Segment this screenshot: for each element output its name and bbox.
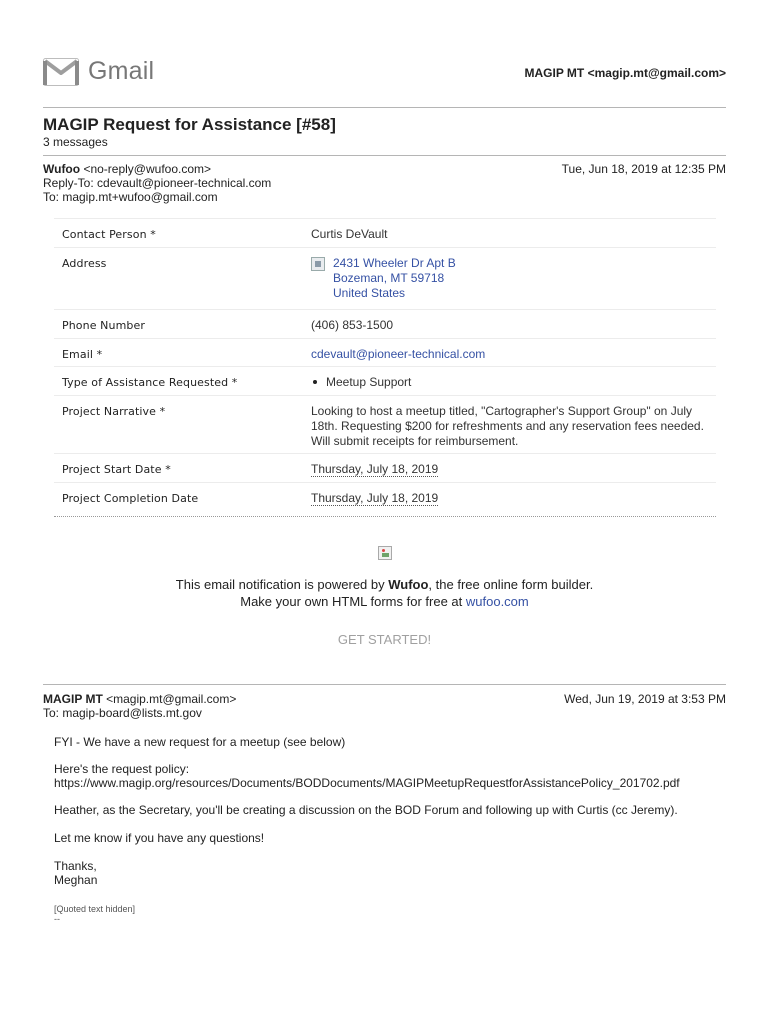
map-icon[interactable] xyxy=(311,257,325,271)
gmail-logo-text: Gmail xyxy=(88,57,155,85)
table-row xyxy=(54,219,716,248)
table-row xyxy=(54,396,716,454)
email-link[interactable]: cdevault@pioneer-technical.com xyxy=(311,347,486,361)
to-line: To: magip-board@lists.mt.gov xyxy=(43,706,202,720)
field-value xyxy=(311,396,716,454)
narrative-line: 18th. Requesting $200 for refreshments and any reservation fees needed. xyxy=(311,419,704,433)
table-row xyxy=(54,454,716,483)
account-label: MAGIP MT <magip.mt@gmail.com> xyxy=(524,66,726,80)
sender-name: Wufoo xyxy=(43,162,81,176)
reply-to-line: Reply-To: cdevault@pioneer-technical.com xyxy=(43,176,272,190)
message-date: Tue, Jun 18, 2019 at 12:35 PM xyxy=(561,162,726,176)
make-text: Make your own HTML forms for free at xyxy=(240,594,466,609)
date-value: Thursday, July 18, 2019 xyxy=(311,491,439,505)
divider xyxy=(54,516,716,517)
powered-by-line xyxy=(43,577,726,592)
list-item: Meetup Support xyxy=(326,375,412,389)
body-paragraph: Heather, as the Secretary, you'll be creating a discussion on the BOD Forum and following up with Curtis (cc Jeremy). xyxy=(54,803,678,817)
address-line: United States xyxy=(333,286,406,300)
body-paragraph: Let me know if you have any questions! xyxy=(54,831,265,845)
field-label: Phone Number xyxy=(54,310,311,339)
field-value: Curtis DeVault xyxy=(311,219,716,248)
message-1-header xyxy=(43,162,726,204)
powered-text: , the free online form builder. xyxy=(428,577,594,592)
address-line: 2431 Wheeler Dr Apt B xyxy=(333,256,456,270)
bullet-icon xyxy=(313,380,317,384)
divider xyxy=(43,155,726,156)
field-label: Project Start Date * xyxy=(54,454,311,483)
field-value xyxy=(311,367,716,396)
quoted-text-toggle[interactable]: [Quoted text hidden] xyxy=(54,904,136,914)
field-value: (406) 853-1500 xyxy=(311,310,716,339)
field-value xyxy=(311,483,716,512)
table-row xyxy=(54,367,716,396)
divider xyxy=(43,684,726,685)
powered-text: This email notification is powered by xyxy=(175,577,389,592)
narrative-line: Looking to host a meetup titled, "Cartographer's Support Group" on July xyxy=(311,404,693,418)
field-label: Type of Assistance Requested * xyxy=(54,367,311,396)
signature-dashes: -- xyxy=(54,914,60,924)
broken-image-icon xyxy=(378,546,392,560)
make-forms-line xyxy=(43,594,726,609)
field-value xyxy=(311,339,716,367)
wufoo-brand: Wufoo xyxy=(388,577,429,592)
address-value xyxy=(311,248,716,310)
date-value: Thursday, July 18, 2019 xyxy=(311,462,439,476)
table-row xyxy=(54,310,716,339)
form-entry-table xyxy=(54,218,716,512)
message-date: Wed, Jun 19, 2019 at 3:53 PM xyxy=(564,692,726,706)
field-label: Email * xyxy=(54,339,311,367)
wufoo-link[interactable]: wufoo.com xyxy=(465,594,529,609)
sender-email: <no-reply@wufoo.com> xyxy=(80,162,212,176)
narrative-line: Will submit receipts for reimbursement. xyxy=(311,434,519,448)
divider xyxy=(43,107,726,108)
policy-link[interactable]: https://www.magip.org/resources/Documents/BODDocuments/MAGIPMeetupRequestforAssistancePolicy_201702.pdf xyxy=(54,776,680,790)
table-row xyxy=(54,483,716,512)
body-paragraph: Here's the request policy: xyxy=(54,762,190,776)
message-2-header xyxy=(43,692,726,720)
field-label: Project Completion Date xyxy=(54,483,311,512)
sender-name: MAGIP MT xyxy=(43,692,103,706)
field-label: Address xyxy=(54,248,311,310)
address-line: Bozeman, MT 59718 xyxy=(333,271,445,285)
to-line: To: magip.mt+wufoo@gmail.com xyxy=(43,190,218,204)
address-link[interactable] xyxy=(333,256,456,301)
sender-email: <magip.mt@gmail.com> xyxy=(102,692,237,706)
signature-name: Meghan xyxy=(54,873,98,887)
signoff: Thanks, xyxy=(54,859,97,873)
field-value xyxy=(311,454,716,483)
message-count: 3 messages xyxy=(43,135,108,149)
body-paragraph: FYI - We have a new request for a meetup (see below) xyxy=(54,735,346,749)
field-label: Contact Person * xyxy=(54,219,311,248)
table-row xyxy=(54,339,716,367)
gmail-header xyxy=(43,57,726,87)
thread-subject: MAGIP Request for Assistance [#58] xyxy=(43,115,336,134)
field-label: Project Narrative * xyxy=(54,396,311,454)
gmail-logo[interactable] xyxy=(43,57,154,86)
gmail-envelope-icon xyxy=(43,58,79,86)
get-started-button[interactable]: GET STARTED! xyxy=(337,632,432,647)
table-row xyxy=(54,248,716,310)
